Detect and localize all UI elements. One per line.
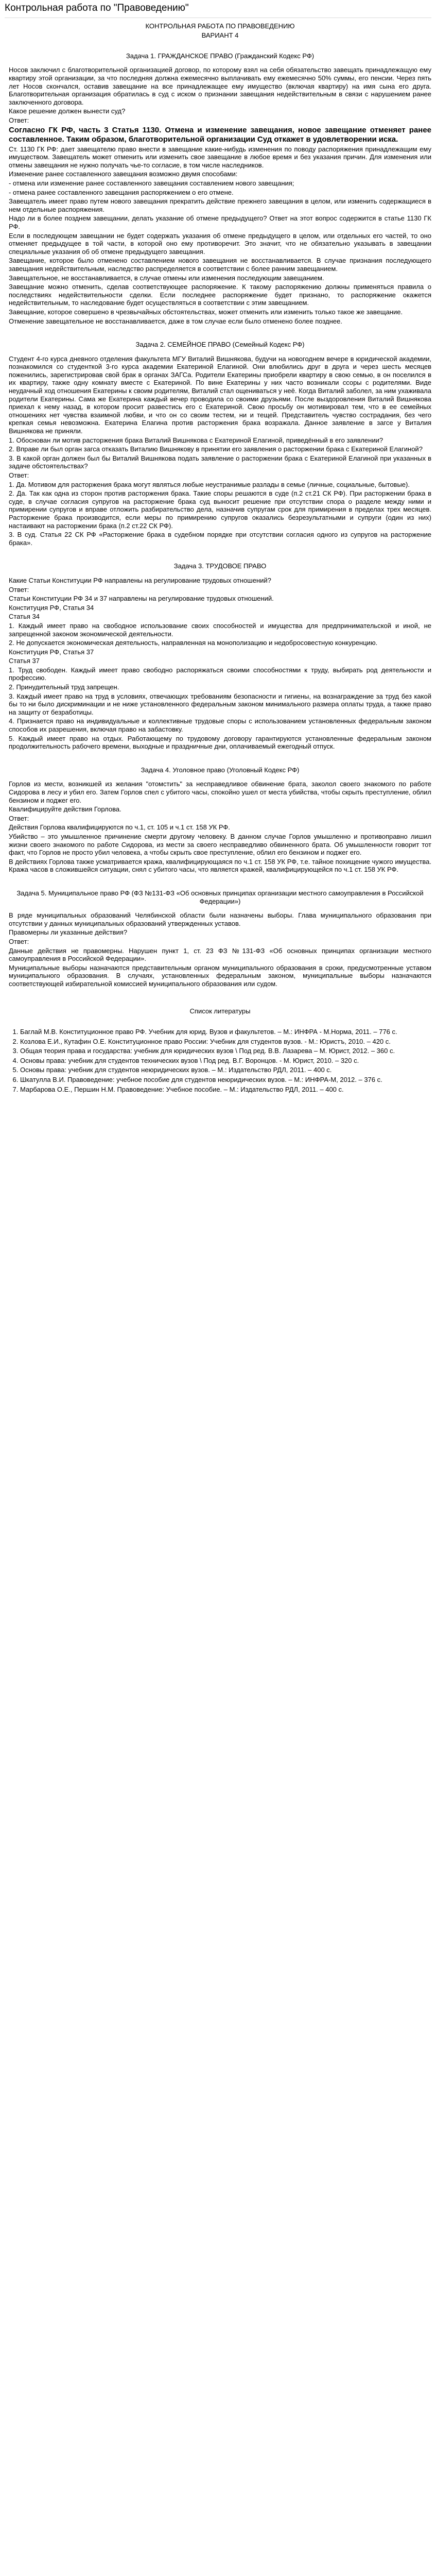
paragraph: В ряде муниципальных образований Челябинской области были назначены выборы. Глава муниципального образования при отсутствии у данных муниципальных образований утвержденных уставов. (9, 911, 431, 927)
paragraph: Какие Статьи Конституции РФ направлены на регулирование трудовых отношений? (9, 576, 271, 584)
paragraph: Данные действия не правомерны. Нарушен пункт 1, ст. 23 ФЗ №131-ФЗ «Об основных принципах организации местного самоуправления в Российской Федерации». (9, 946, 431, 963)
tasks-container (9, 52, 431, 988)
header-line-1: КОНТРОЛЬНАЯ РАБОТА ПО ПРАВОВЕДЕНИЮ (145, 22, 295, 30)
paragraph: В действиях Горлова также усматривается кража, квалифицирующаяся по ч.1 ст. 158 УК РФ, т.е. тайное похищение чужого имущества. Кража часов в сложившейся ситуации, снял с убитого часы, что является кражей, квалифицирующейся по ч.1 ст. 158 УК РФ. (9, 857, 431, 874)
paragraph: 1. Каждый имеет право на свободное использование своих способностей и имущества для предпринимательской и иной, не запрещенной законом экономической деятельности. (9, 621, 431, 638)
document-body (5, 22, 431, 1094)
paragraph: Ответ: (9, 814, 29, 822)
paragraph: 3. Каждый имеет право на труд в условиях, отвечающих требованиям безопасности и гигиены, на вознаграждение за труд без какой бы то ни было дискриминации и не ниже установленного федеральным законом минимального размера оплаты труда, а также право на защиту от безработицы. (9, 692, 431, 716)
paragraph: Муниципальные выборы назначаются представительным органом муниципального образования в сроки, предусмотренные уставом муниципального образования. В случаях, установленных федеральным законом, муниципальные выборы назначаются соответствующей избирательной комиссией муниципального образования или судом. (9, 963, 431, 988)
paragraph: 1. Обоснован ли мотив расторжения брака Виталий Вишнякова с Екатериной Елагиной, приведённый в его заявлении? (9, 436, 383, 444)
paragraph: Завещательное, не восстанавливается, в случае отмены или изменения последующим завещанием. (9, 274, 324, 282)
task-heading: Задача 1. ГРАЖДАНСКОЕ ПРАВО (Гражданский Кодекс РФ) (126, 52, 315, 60)
paragraph: Ответ: (9, 471, 29, 479)
paragraph: Ответ: (9, 585, 29, 594)
paragraph: 1. Труд свободен. Каждый имеет право свободно распоряжаться своими способностями к труду, выбирать род деятельности и профессию. (9, 666, 431, 682)
task-section (9, 889, 431, 988)
references-title: Список литературы (189, 1007, 251, 1015)
document-page (0, 0, 436, 1115)
paragraph: - отмена ранее составленного завещания распоряжением о его отмене. (9, 188, 234, 196)
paragraph: Убийство – это умышленное причинение смерти другому человеку. В данном случае Горлов умышленно и противоправно лишил жизни своего знакомого по работе Сидорова, из мести за своего несправедливо обвиненного брата. Об умышленности говорит тот факт, что Горлов не просто убил человека, а чтобы скрыть свое преступление, облил его бензином и поджег его. (9, 832, 431, 857)
task-heading: Задача 2. СЕМЕЙНОЕ ПРАВО (Семейный Кодекс РФ) (135, 341, 305, 349)
paragraph: Ответ: (9, 116, 29, 125)
task-section (9, 341, 431, 547)
header-variant: ВАРИАНТ 4 (201, 31, 239, 40)
paragraph: 5. Каждый имеет право на отдых. Работающему по трудовому договору гарантируются установленные федеральным законом продолжительность рабочего времени, выходные и праздничные дни, оплачиваемый ежегодный отпуск. (9, 734, 431, 751)
reference-item: 1. Баглай М.В. Конституционное право РФ. Учебник для юрид. Вузов и факультетов. – М.: ИНФРА - М.Норма, 2011. – 776 с. (20, 1028, 431, 1036)
paragraph: Ст. 1130 ГК РФ: дает завещателю право внести в завещание какие-нибудь изменения по поводу распоряжения принадлежащим ему имуществом. Завещатель может отменить или изменить свое завещание в любое время и без указания причин. Для изменения или отмены завещания не нужно получать чье-то согласие, в том числе наследников. (9, 145, 431, 169)
reference-item: 4. Основы права: учебник для студентов технических вузов \ Под ред. В.Г. Воронцов. - М. Юрист, 2010. – 320 с. (20, 1057, 431, 1065)
paragraph: Правомерны ли указанные действия? (9, 928, 128, 937)
task-heading: Задача 5. Муниципальное право РФ (ФЗ №131-ФЗ «Об основных принципах организации местного самоуправления в Российской Федерации») (16, 889, 424, 905)
reference-item: 3. Общая теория права и государства: учебник для юридических вузов \ Под ред. В.В. Лазарева – М. Юрист, 2012. – 360 с. (20, 1047, 431, 1055)
paragraph: 2. Вправе ли был орган загса отказать Виталию Вишнякову в принятии его заявления о расторжении брака с Екатериной Елагиной? (9, 445, 423, 453)
paragraph: Завещание можно отменить, сделав соответствующее распоряжение. К такому распоряжению должны применяться правила о последствиях недействительности сделки. Если последнее распоряжение будет признано, то распоряжение окажется недействительным, то наследование будет осуществляться в соответствии с этим завещанием. (9, 283, 431, 307)
task-heading: Задача 4. Уголовное право (Уголовный Кодекс РФ) (141, 766, 300, 774)
paragraph: Статья 34 (9, 613, 40, 621)
reference-item: 5. Основы права: учебник для студентов неюридических вузов. – М.: Издательство РДЛ, 2011. – 400 с. (20, 1066, 431, 1074)
paragraph: 3. В какой орган должен был бы Виталий Вишнякова подать заявление о расторжении брака с Екатериной Елагиной при указанных в задаче обстоятельствах? (9, 454, 431, 470)
reference-item: 2. Козлова Е.И., Кутафин О.Е. Конституционное право России: Учебник для студентов вузов. - М.: Юристъ, 2010. – 420 с. (20, 1038, 431, 1046)
paragraph: Студент 4-го курса дневного отделения факультета МГУ Виталий Вишнякова, будучи на новогоднем вечере в юридической академии, познакомился со студенткой 3-го курса академии Екатериной Елагиной. Они влюбились друг в друга и через шесть месяцев поженились, зарегистрировав свой брак в органах ЗАГСа. Родители Екатерины приобрели квартиру в свою семью, в он поселился в их квартиру, также одну комнату вместе с Екатериной. По вине Екатерины у них часто возникали ссоры с родителями. Виде неудачный ход отношения Екатерины к своим родителям, Виталий стал ощениваться у неё. Когда Виталий заболел, за ним ухаживала родители Екатерины. Сама же Екатерина каждый вечер проводила со своими друзьями. После выздоровления Виталий Вишнякова приехал к нему назад, в котором просит развестись его с Екатериной. Свою просьбу он мотивировал тем, что в ее семейных отношениях нет чувства взаимной любви, и что он со своим тестем, ни и тещей. Представитель чувство сострадания, без чего крепкая семья невозможна. Екатерина Елагина против расторжения брака возражала. Данное заявление в загсе у Виталия Вишнякова не приняли. (9, 354, 431, 435)
task-section (9, 766, 431, 874)
paragraph: Ответ: (9, 937, 29, 945)
reference-item: 7. Марбарова О.Е., Першин Н.М. Правоведение: Учебное пособие. – М.: Издательство РДЛ, 2011. – 400 с. (20, 1086, 431, 1094)
paragraph: Статьи Конституции РФ 34 и 37 направлены на регулирование трудовых отношений. (9, 595, 274, 603)
reference-item: 6. Шкатулла В.И. Правоведение: учебное пособие для студентов неюридических вузов. – М.: ИНФРА-М, 2012. – 376 с. (20, 1076, 431, 1084)
paragraph: Надо ли в более позднем завещании, делать указание об отмене предыдущего? Ответ на этот вопрос содержится в статье 1130 ГК РФ. (9, 214, 431, 230)
paragraph: Квалифицируйте действия Горлова. (9, 805, 121, 814)
paragraph: Статья 37 (9, 657, 40, 665)
paragraph: 4. Признается право на индивидуальные и коллективные трудовые споры с использованием установленных федеральным законом способов их разрешения, включая право на забастовку. (9, 717, 431, 734)
paragraph: Конституция РФ, Статья 34 (9, 603, 94, 612)
paragraph: Горлов из мести, возникшей из желания "отомстить" за несправедливое обвинение брата, заколол своего знакомого по работе Сидорова в лесу и убил его. Затем Горлов спел с убитого часы, спокойно ушел от места убийства, чтобы скрыть преступление, облил бензином и поджег его. (9, 780, 431, 804)
paragraph: Изменение ранее составленного завещания возможно двумя способами: (9, 170, 238, 178)
paragraph: Если в последующем завещании не будет содержать указания об отмене предыдущего в целом, или отдельных его частей, то оно отменяет предыдущее в той части, в которой оно ему противоречит. Это значит, что не обязательно указывать в завещании специальные указания об об отмене предыдущего завещания. (9, 231, 431, 256)
paragraph: Завещание, которое было отменено составлением нового завещания не восстанавливается. В случае признания последующего завещания недействительным, наследство распределяется в соответствии с более ранним завещанием. (9, 257, 431, 273)
paragraph: 1. Да. Мотивом для расторжения брака могут являться любые неустранимые разлады в семье (личные, социальные, бытовые). (9, 480, 410, 488)
paragraph: Действия Горлова квалифицируются по ч.1, ст. 105 и ч.1 ст. 158 УК РФ. (9, 823, 230, 832)
paragraph: Носов заключил с благотворительной организацией договор, по которому взял на себя обязательство завещать принадлежащую ему квартиру этой организации, за что последняя должна ежемесячно выплачивать ему ежемесячно 50% суммы, его пенсии. Через пять лет Носов скончался, оставив завещание на все принадлежащее ему имущество (включая квартиру) на имя сына его друга. Благотворительная организация обратилась в суд с иском о признании завещания недействительным в связи с нарушением ранее заключенного договора. (9, 66, 431, 106)
paragraph: 2. Да. Так как одна из сторон против расторжения брака. Такие споры решаются в суде (п.2 ст.21 СК РФ). При расторжении брака в суде, в случае согласия супругов на расторжение брака суд выносит решение при отсутствии спора о разделе между ними и примирении супругов и вправе отложить разбирательство дела, назначив супругам срок для примирения в пределах трех месяцев. Расторжение брака производится, если меры по примирению супругов оказались безрезультатными и супруги (один из них) настаивают на расторжении брака (п.2 ст.22 СК РФ). (9, 489, 431, 530)
task-section (9, 52, 431, 325)
paragraph: Завещатель имеет право путем нового завещания прекратить действие прежнего завещания в целом, или изменить содержащиеся в нем отдельные распоряжения. (9, 197, 431, 213)
task-heading: Задача 3. ТРУДОВОЕ ПРАВО (173, 562, 267, 570)
paragraph: Завещание, которое совершено в чрезвычайных обстоятельствах, может отменить или изменить только такое же завещание. (9, 308, 403, 316)
paragraph: 3. В суд. Статья 22 СК РФ «Расторжение брака в судебном порядке при отсутствии согласия одного из супругов на расторжение брака». (9, 531, 431, 547)
paragraph: 2. Не допускается экономическая деятельность, направленная на монополизацию и недобросовестную конкуренцию. (9, 639, 378, 647)
document-title: Контрольная работа по "Правоведению" (5, 3, 189, 13)
bold-paragraph: Согласно ГК РФ, часть 3 Статья 1130. Отмена и изменение завещания, новое завещание отменяет ранее составленное. Таким образом, благотворительной организации Суд откажет в удовлетворении иска. (9, 125, 431, 144)
paragraph: Какое решение должен вынести суд? (9, 107, 126, 115)
references-list (9, 1028, 431, 1093)
paragraph: 2. Принудительный труд запрещен. (9, 683, 119, 691)
paragraph: Конституция РФ, Статья 37 (9, 648, 94, 656)
paragraph: Отменение завещательное не восстанавливается, даже в том случае если было отменено более позднее. (9, 317, 342, 325)
paragraph: - отмена или изменение ранее составленного завещания составлением нового завещания; (9, 179, 294, 187)
task-section (9, 562, 431, 750)
